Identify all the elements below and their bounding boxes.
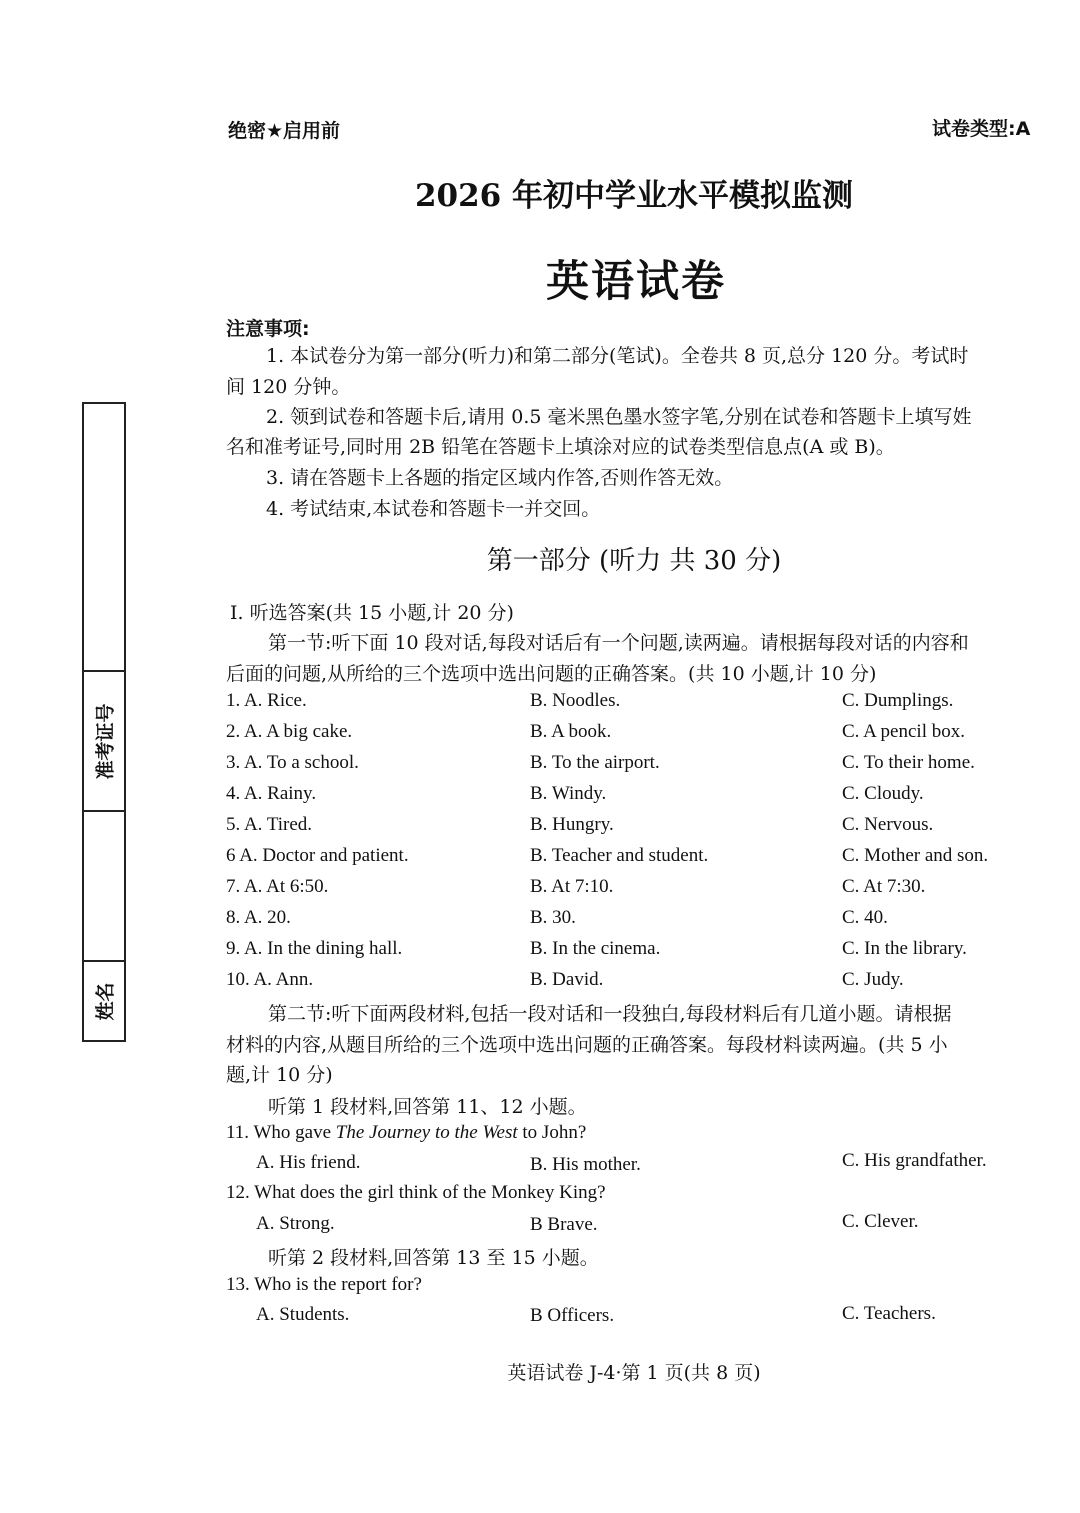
material-1-intro: 听第 1 段材料,回答第 11、12 小题。 [268, 1096, 587, 1118]
name-label: 姓名 [94, 981, 117, 1021]
question-1-option-b[interactable]: B. Noodles. [530, 690, 621, 711]
question-3-option-a[interactable]: 3. A. To a school. [226, 752, 359, 773]
question-1-option-c[interactable]: C. Dumplings. [842, 690, 954, 711]
question-8-option-b[interactable]: B. 30. [530, 907, 576, 928]
question-7-option-c[interactable]: C. At 7:30. [842, 876, 926, 897]
question-2-option-c[interactable]: C. A pencil box. [842, 721, 965, 742]
subsection-2-instructions-line-1: 第二节:听下面两段材料,包括一段对话和一段独白,每段材料后有几道小题。请根据 [268, 1003, 952, 1025]
question-10-option-a[interactable]: 10. A. Ann. [226, 969, 314, 990]
note-3: 3. 请在答题卡上各题的指定区域内作答,否则作答无效。 [266, 467, 734, 489]
question-13: 13. Who is the report for? [226, 1274, 422, 1295]
question-6-option-c[interactable]: C. Mother and son. [842, 845, 989, 866]
note-2-line-2: 名和准考证号,同时用 2B 铅笔在答题卡上填涂对应的试卷类型信息点(A 或 B)。 [226, 436, 895, 458]
question-11-option-a[interactable]: A. His friend. [256, 1152, 361, 1173]
note-1-line-1: 1. 本试卷分为第一部分(听力)和第二部分(笔试)。全卷共 8 页,总分 120 分。考试时 [266, 345, 969, 367]
question-11-text-start: 11. Who gave [226, 1122, 336, 1143]
note-4: 4. 考试结束,本试卷和答题卡一并交回。 [266, 498, 601, 520]
question-10-option-b[interactable]: B. David. [530, 969, 604, 990]
question-11-text-end: to John? [517, 1122, 587, 1143]
question-13-option-c[interactable]: C. Teachers. [842, 1303, 936, 1324]
question-11-option-b[interactable]: B. His mother. [530, 1154, 641, 1175]
subject-title: 英语试卷 [546, 257, 726, 307]
question-4-option-a[interactable]: 4. A. Rainy. [226, 783, 317, 804]
section-1-heading: Ⅰ. 听选答案(共 15 小题,计 20 分) [230, 602, 514, 624]
question-8-option-a[interactable]: 8. A. 20. [226, 907, 291, 928]
question-11 [226, 1122, 586, 1144]
question-6-option-a[interactable]: 6 A. Doctor and patient. [226, 845, 409, 866]
subsection-2-instructions-line-3: 题,计 10 分) [226, 1064, 333, 1086]
question-11-option-c[interactable]: C. His grandfather. [842, 1150, 987, 1171]
question-1-option-a[interactable]: 1. A. Rice. [226, 690, 307, 711]
question-12-option-b[interactable]: B Brave. [530, 1214, 598, 1235]
subsection-1-instructions-line-1: 第一节:听下面 10 段对话,每段对话后有一个问题,读两遍。请根据每段对话的内容和 [268, 632, 969, 654]
page-footer: 英语试卷 J-4·第 1 页(共 8 页) [507, 1362, 761, 1384]
question-5-option-c[interactable]: C. Nervous. [842, 814, 934, 835]
notes-heading: 注意事项: [226, 318, 310, 340]
name-field[interactable] [82, 962, 126, 1040]
paper-type-label: 试卷类型:A [932, 118, 1031, 140]
question-4-option-b[interactable]: B. Windy. [530, 783, 607, 804]
part-1-heading: 第一部分 (听力 共 30 分) [486, 546, 782, 576]
confidential-label: 绝密★启用前 [228, 120, 341, 142]
material-2-intro: 听第 2 段材料,回答第 13 至 15 小题。 [268, 1247, 599, 1269]
exam-id-label: 准考证号 [94, 702, 117, 780]
question-2-option-b[interactable]: B. A book. [530, 721, 612, 742]
question-9-option-a[interactable]: 9. A. In the dining hall. [226, 938, 403, 959]
question-7-option-b[interactable]: B. At 7:10. [530, 876, 614, 897]
subsection-2-instructions-line-2: 材料的内容,从题目所给的三个选项中选出问题的正确答案。每段材料读两遍。(共 5 小 [226, 1034, 948, 1056]
exam-id-field[interactable] [82, 672, 126, 810]
note-2-line-1: 2. 领到试卷和答题卡后,请用 0.5 毫米黑色墨水签字笔,分别在试卷和答题卡上填写姓 [266, 406, 972, 428]
question-13-option-b[interactable]: B Officers. [530, 1305, 615, 1326]
question-12: 12. What does the girl think of the Monkey King? [226, 1182, 606, 1203]
note-1-line-2: 间 120 分钟。 [226, 376, 351, 398]
question-9-option-b[interactable]: B. In the cinema. [530, 938, 661, 959]
question-4-option-c[interactable]: C. Cloudy. [842, 783, 924, 804]
question-12-option-a[interactable]: A. Strong. [256, 1213, 335, 1234]
binding-divider [82, 810, 126, 812]
question-5-option-a[interactable]: 5. A. Tired. [226, 814, 313, 835]
question-3-option-b[interactable]: B. To the airport. [530, 752, 660, 773]
question-7-option-a[interactable]: 7. A. At 6:50. [226, 876, 329, 897]
question-11-book-title: The Journey to the West [335, 1122, 518, 1143]
question-9-option-c[interactable]: C. In the library. [842, 938, 967, 959]
exam-title: 2026 年初中学业水平模拟监测 [414, 178, 854, 214]
question-2-option-a[interactable]: 2. A. A big cake. [226, 721, 353, 742]
question-8-option-c[interactable]: C. 40. [842, 907, 888, 928]
question-12-option-c[interactable]: C. Clever. [842, 1211, 919, 1232]
question-13-option-a[interactable]: A. Students. [256, 1304, 350, 1325]
question-5-option-b[interactable]: B. Hungry. [530, 814, 614, 835]
question-10-option-c[interactable]: C. Judy. [842, 969, 904, 990]
question-6-option-b[interactable]: B. Teacher and student. [530, 845, 709, 866]
subsection-1-instructions-line-2: 后面的问题,从所给的三个选项中选出问题的正确答案。(共 10 小题,计 10 分) [226, 663, 877, 685]
question-3-option-c[interactable]: C. To their home. [842, 752, 975, 773]
